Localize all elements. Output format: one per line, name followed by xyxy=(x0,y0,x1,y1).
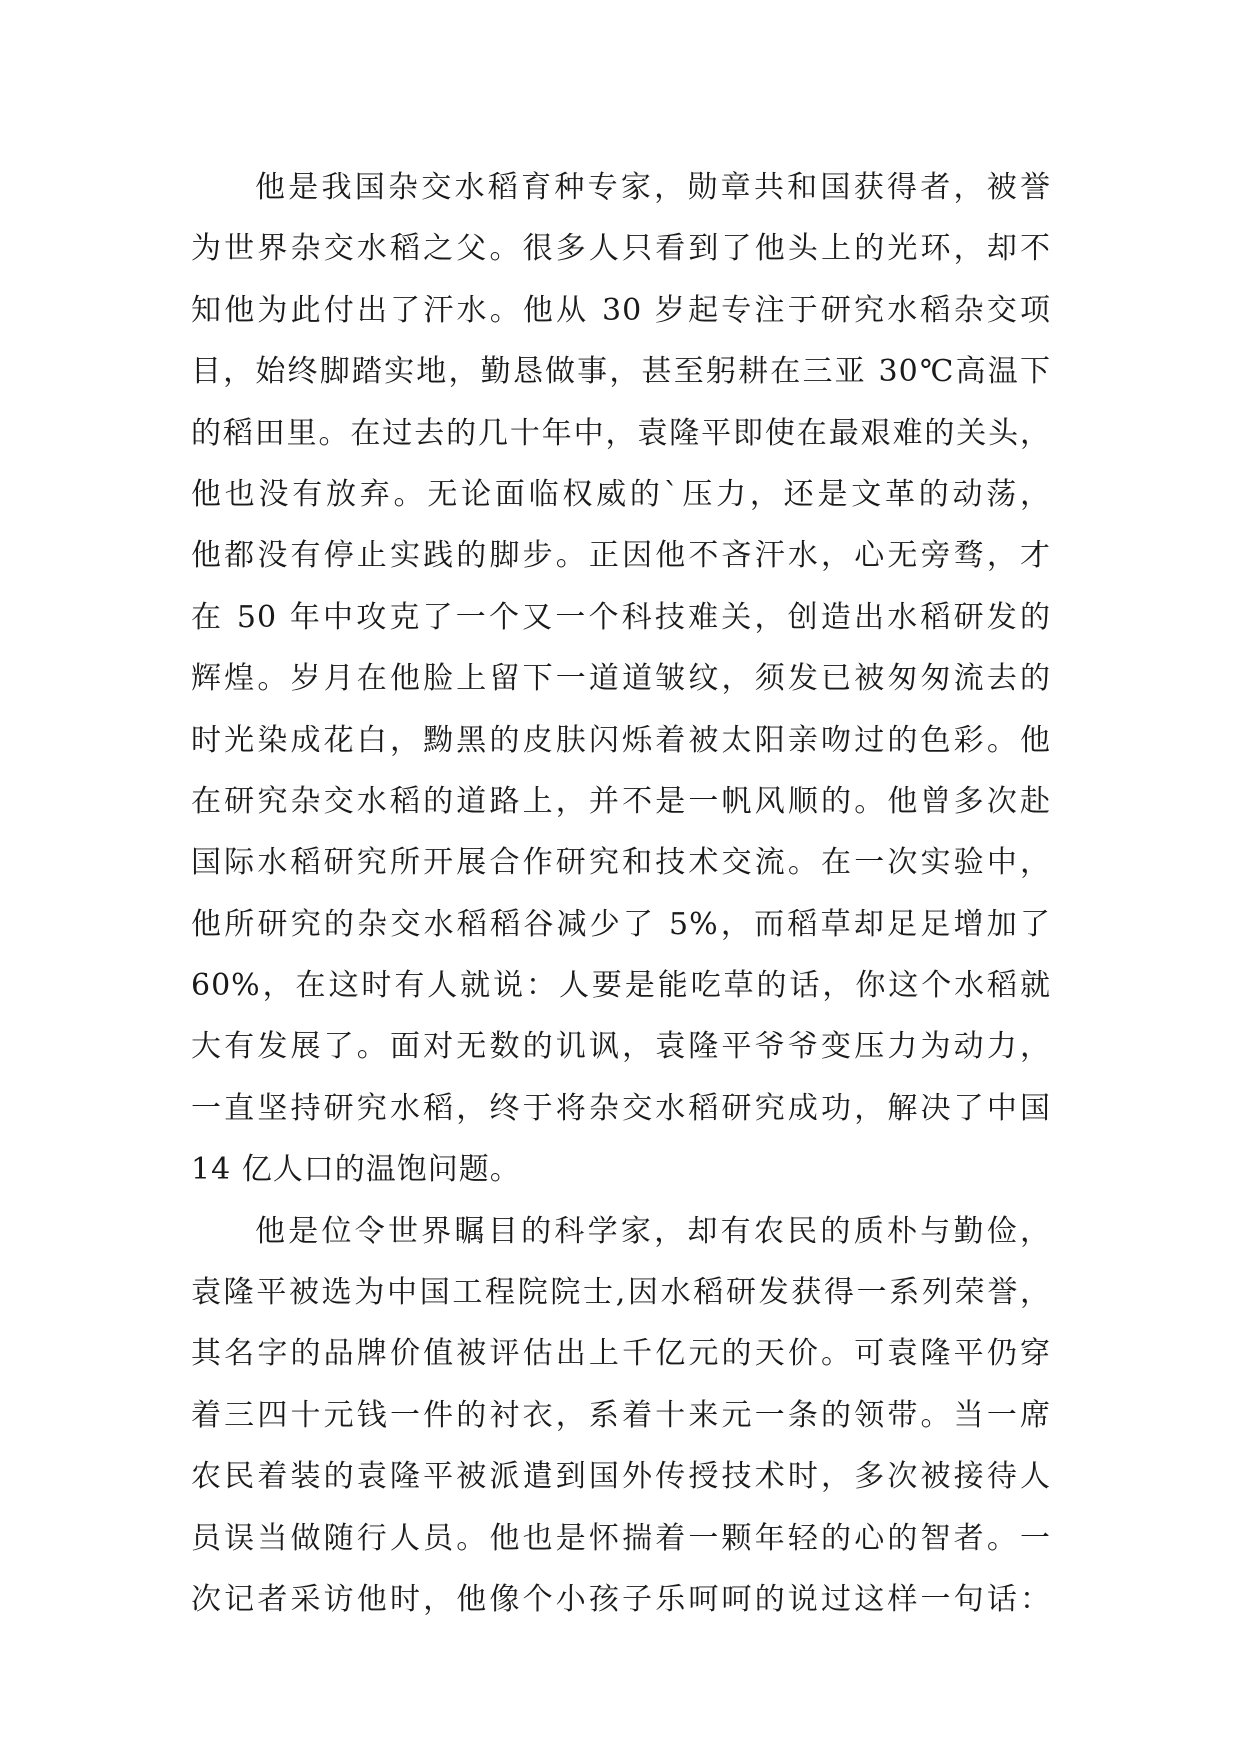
paragraph-1-line-11: 在研究杂交水稻的道路上，并不是一帆风顺的。他曾多次赴 xyxy=(191,783,1051,819)
paragraph-1-line-13: 他所研究的杂交水稻稻谷减少了 5%，而稻草却足足增加了 xyxy=(191,906,1051,942)
paragraph-1-line-8: 在 50 年中攻克了一个又一个科技难关，创造出水稻研发的 xyxy=(191,599,1051,635)
paragraph-2-line-1: 他是位令世界瞩目的科学家，却有农民的质朴与勤俭， xyxy=(255,1213,1051,1249)
paragraph-1-line-7: 他都没有停止实践的脚步。正因他不吝汗水，心无旁骛，才 xyxy=(191,538,1051,574)
paragraph-1-line-6: 他也没有放弃。无论面临权威的`压力，还是文革的动荡， xyxy=(191,476,1051,512)
paragraph-2-line-6: 员误当做随行人员。他也是怀揣着一颗年轻的心的智者。一 xyxy=(191,1520,1051,1556)
paragraph-1-line-14: 60%，在这时有人就说：人要是能吃草的话，你这个水稻就 xyxy=(191,968,1051,1004)
paragraph-1-line-15: 大有发展了。面对无数的讥讽，袁隆平爷爷变压力为动力， xyxy=(191,1029,1051,1065)
paragraph-1-line-9: 辉煌。岁月在他脸上留下一道道皱纹，须发已被匆匆流去的 xyxy=(191,661,1051,697)
paragraph-1-line-17: 14 亿人口的温饱问题。 xyxy=(191,1152,521,1188)
paragraph-2-line-5: 农民着装的袁隆平被派遣到国外传授技术时，多次被接待人 xyxy=(191,1459,1051,1495)
paragraph-1-line-2: 为世界杂交水稻之父。很多人只看到了他头上的光环，却不 xyxy=(191,231,1051,267)
paragraph-1-line-5: 的稻田里。在过去的几十年中，袁隆平即使在最艰难的关头， xyxy=(191,415,1051,451)
paragraph-1-line-1: 他是我国杂交水稻育种专家，勋章共和国获得者，被誉 xyxy=(255,170,1051,205)
paragraph-1-line-3: 知他为此付出了汗水。他从 30 岁起专注于研究水稻杂交项 xyxy=(191,292,1051,328)
paragraph-2-line-7: 次记者采访他时，他像个小孩子乐呵呵的说过这样一句话： xyxy=(191,1581,1051,1617)
paragraph-1-line-16: 一直坚持研究水稻，终于将杂交水稻研究成功，解决了中国 xyxy=(191,1090,1051,1126)
paragraph-1-line-4: 目，始终脚踏实地，勤恳做事，甚至躬耕在三亚 30℃高温下 xyxy=(191,354,1051,390)
paragraph-2-line-2: 袁隆平被选为中国工程院院士,因水稻研发获得一系列荣誉， xyxy=(191,1275,1051,1311)
paragraph-1-line-12: 国际水稻研究所开展合作研究和技术交流。在一次实验中， xyxy=(191,845,1051,881)
document-body xyxy=(191,157,1051,1630)
paragraph-1-line-10: 时光染成花白，黝黑的皮肤闪烁着被太阳亲吻过的色彩。他 xyxy=(191,722,1051,758)
paragraph-2-line-4: 着三四十元钱一件的衬衣，系着十来元一条的领带。当一席 xyxy=(191,1397,1051,1433)
paragraph-2-line-3: 其名字的品牌价值被评估出上千亿元的天价。可袁隆平仍穿 xyxy=(191,1336,1051,1372)
